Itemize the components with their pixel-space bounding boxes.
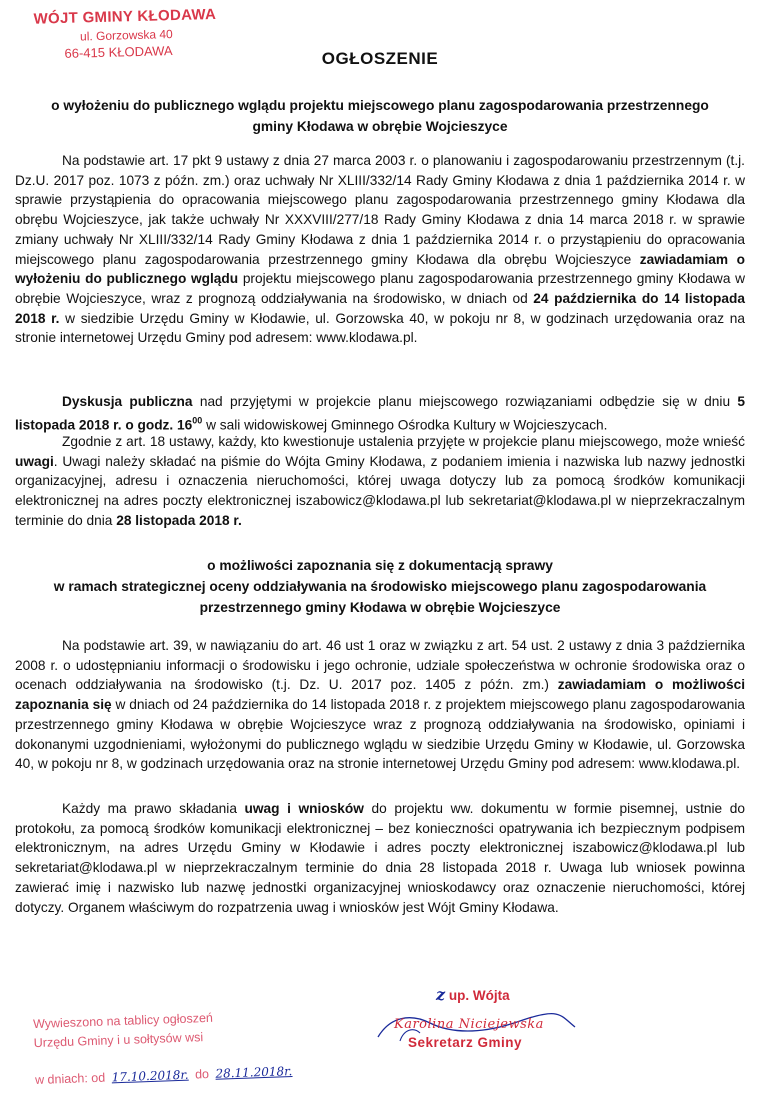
section2-paragraph-2: Każdy ma prawo składania uwag i wniosków do projektu ww. dokumentu w formie pisemnej, ustnie do protokołu, za pomocą środków komunikacji elektronicznej – bez konieczności opatrywania ich bezpiecznym podpisem elektronicznym, na adres Urzędu Gminy w Kłodawie i adres poczty elektronicznej iszabowicz@klodawa.pl lub sekretariat@klodawa.pl w nieprzekraczalnym terminie do dnia 28 listopada 2018 r. Uwaga lub wniosek powinna zawierać imię i nazwisko lub nazwę jednostki organizacyjnej wnioskodawcy oraz oznaczenie nieruchomości, której dotyczy. Organem właściwym do rozpatrzenia uwag i wniosków jest Wójt Gminy Kłodawa. — [15, 801, 745, 915]
section1-paragraph-3: Zgodnie z art. 18 ustawy, każdy, kto kwestionuje ustalenia przyjęte w projekcie planu miejscowego, może wnieść uwagi. Uwagi należy składać na piśmie do Wójta Gminy Kłodawa, z podaniem imienia i nazwiska lub nazwy jednostki organizacyjnej, adresu i oznaczenia nieruchomości, której uwaga dotyczy lub za pomocą środków komunikacji elektronicznej na adres poczty elektronicznej iszabowicz@klodawa.pl lub sekretariat@klodawa.pl w nieprzekraczalnym terminie do dnia 28 listopada 2018 r. — [15, 434, 745, 528]
section2-paragraph-1: Na podstawie art. 39, w nawiązaniu do art. 46 ust 1 oraz w związku z art. 54 ust. 2 ustawy z dnia 3 października 2008 r. o udostępnianiu informacji o środowisku i jego ochronie, udziale społeczeństwa w ochronie środowiska oraz o ocenach oddziaływania na środowisko (t.j. Dz. U. 2017 poz. 1405 z późn. zm.) zawiadamiam o możliwości zapoznania się w dniach od 24 października do 14 listopada 2018 r. z projektem miejscowego planu zagospodarowania przestrzennego gminy Kłodawa w obrębie Wojcieszyce wraz z prognozą oddziaływania na środowisko, opiniami i dokonanymi uzgodnieniami, wyłożonymi do publicznego wglądu w siedzibie Urzędu Gminy w Kłodawie, ul. Gorzowska 40, w pokoju nr 8, w godzinach urzędowania oraz na stronie internetowej Urzędu Gminy pod adresem: www.klodawa.pl. — [15, 638, 745, 772]
section1-subtitle: o wyłożeniu do publicznego wglądu projektu miejscowego planu zagospodarowania przestrzennego gminy Kłodawa w obrębie Wojcieszyce — [51, 98, 709, 134]
signatory-function: Sekretarz Gminy — [408, 1035, 523, 1050]
stamp-office-name: WÓJT GMINY KŁODAWA — [33, 5, 217, 28]
stamp-postal: 66-415 KŁODAWA — [64, 43, 173, 61]
date-to: 28.11.2018r. — [215, 1064, 293, 1081]
posting-stamp-line1: Wywieszono na tablicy ogłoszeń — [32, 1010, 214, 1032]
posting-stamp-line2: Urzędu Gminy i u sołtysów wsi — [33, 1030, 204, 1051]
section1-paragraph-1: Na podstawie art. 17 pkt 9 ustawy z dnia 27 marca 2003 r. o planowaniu i zagospodarowaniu przestrzennym (t.j. Dz.U. 2017 poz. 1073 z późn. zm.) oraz uchwały Nr XLIII/332/14 Rady Gminy Kłodawa z dnia 1 października 2014 r. w sprawie przystąpienia do opracowania miejscowego planu zagospodarowania przestrzennego gminy Kłodawa dla obrębu Wojcieszyce, jak także uchwały Nr XXXVIII/277/18 Rady Gminy Kłodawa z dnia 14 marca 2018 r. w sprawie zmiany uchwały Nr XLIII/332/14 Rady Gminy Kłodawa z dnia 1 października 2014 r. o przystąpieniu do opracowania miejscowego planu zagospodarowania przestrzennego gminy Kłodawa dla obrębu Wojcieszyce zawiadamiam o wyłożeniu do publicznego wglądu projektu miejscowego planu zagospodarowania przestrzennego gminy Kłodawa w obrębie Wojcieszyce, wraz z prognozą oddziaływania na środowisko, w dniach od 24 października do 14 listopada 2018 r. w siedzibie Urzędu Gminy w Kłodawie, ul. Gorzowska 40, w pokoju nr 8, w godzinach urzędowania oraz na stronie internetowej Urzędu Gminy pod adresem: www.klodawa.pl. — [15, 153, 745, 346]
posting-dates: w dniach: od 17.10.2018r. do 28.11.2018r. — [35, 1061, 325, 1090]
section2-subtitle: o możliwości zapoznania się z dokumentacją sprawy w ramach strategicznej oceny oddziaływania na środowisko miejscowego planu zagospodarowania przestrzennego gminy Kłodawa w obrębie Wojcieszyce — [53, 558, 707, 615]
signatory-name: Karolina Niciejewska — [394, 1017, 544, 1032]
signature-role: z up. Wójta — [436, 985, 510, 1004]
date-from: 17.10.2018r. — [111, 1067, 189, 1085]
document-title: OGŁOSZENIE — [321, 49, 439, 68]
section1-paragraph-2: Dyskusja publiczna nad przyjętymi w projekcie planu miejscowego rozwiązaniami odbędzie się w dniu 5 listopada 2018 r. o godz. $16^{00}$ w sali widowiskowej Gminnego Ośrodka Kultury w Wojcieszycach. — [15, 394, 745, 433]
posting-stamp — [33, 1005, 325, 1090]
stamp-street: ul. Gorzowska 40 — [79, 27, 173, 44]
